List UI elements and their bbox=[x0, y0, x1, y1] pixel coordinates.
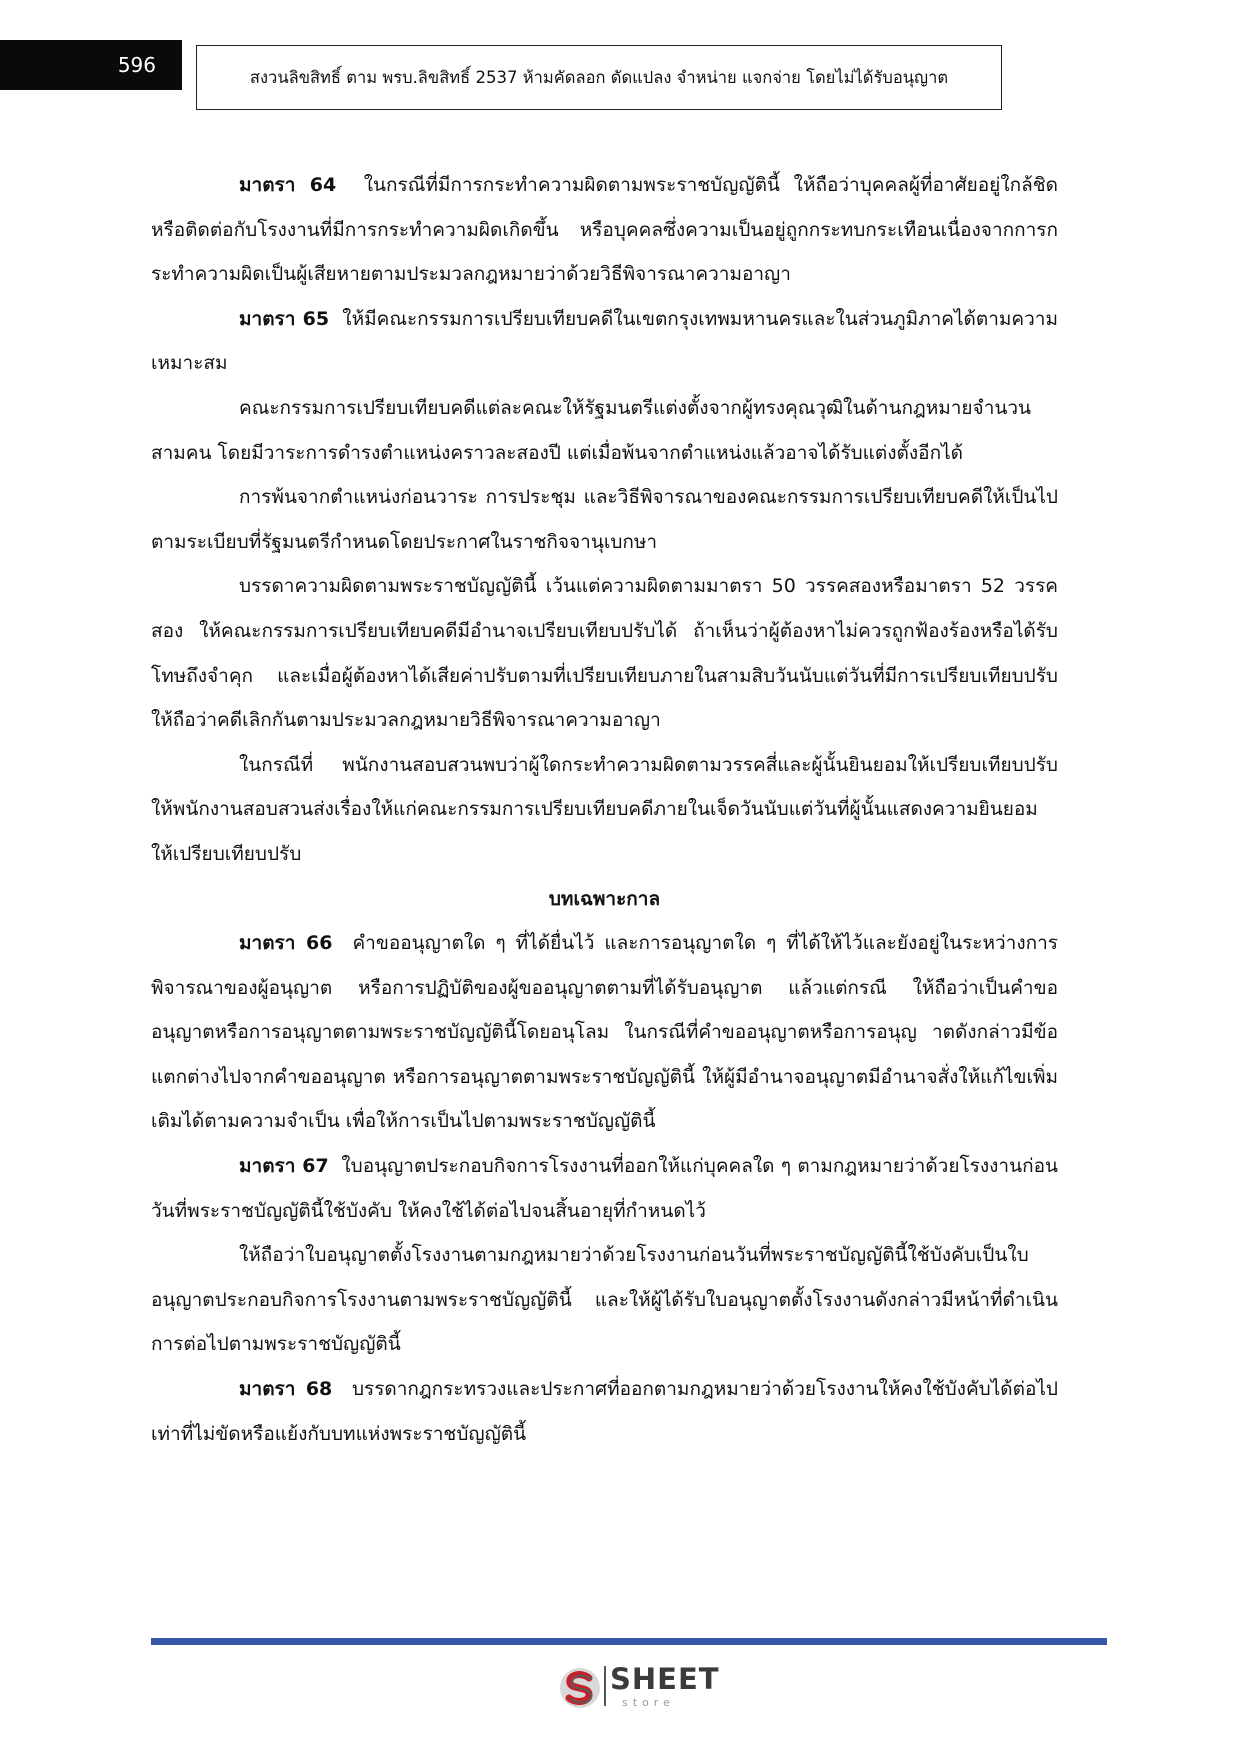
section-65-label: มาตรา 65 bbox=[239, 307, 330, 330]
section-64-paragraph bbox=[151, 163, 1058, 297]
copyright-header bbox=[196, 45, 1002, 110]
section-66-paragraph bbox=[151, 921, 1058, 1144]
copyright-notice: สงวนลิขสิทธิ์ ตาม พรบ.ลิขสิทธิ์ 2537 ห้ามคัดลอก ดัดแปลง จำหน่าย แจกจ่าย โดยไม่ได้รับอนุญาต bbox=[249, 67, 949, 87]
section-66-text: คำขออนุญาตใด ๆ ที่ได้ยื่นไว้ และการอนุญาตใด ๆ ที่ได้ให้ไว้และยังอยู่ในระหว่างการพิจารณาของผู้อนุญาต หรือการปฏิบัติของผู้ขออนุญาตตามที่ได้รับอนุญาต แล้วแต่กรณี ให้ถือว่าเป็นคำขออนุญาตหรือการอนุญาตตามพระราชบัญญัตินี้โดยอนุโลม ในกรณีที่คำขออนุญาตหรือการอนุญ าตดังกล่าวมีข้อแตกต่างไปจากคำขออนุญาต หรือการอนุญาตตามพระราชบัญญัตินี้ ให้ผู้มีอำนาจอนุญาตมีอำนาจสั่งให้แก้ไขเพิ่มเติมได้ตามความจำเป็น เพื่อให้การเป็นไปตามพระราชบัญญัตินี้ bbox=[151, 932, 1058, 1133]
section-66-label: มาตรา 66 bbox=[239, 932, 333, 955]
logo-text: SHEET bbox=[610, 1662, 720, 1696]
logo-subtext: store bbox=[622, 1696, 675, 1709]
logo-divider bbox=[604, 1666, 606, 1706]
sheet-store-logo bbox=[556, 1662, 726, 1712]
section-64-text: ในกรณีที่มีการกระทำความผิดตามพระราชบัญญัตินี้ ให้ถือว่าบุคคลผู้ที่อาศัยอยู่ใกล้ชิดหรือติดต่อกับโรงงานที่มีการกระทำความผิดเกิดขึ้น หรือบุคคลซึ่งความเป็นอยู่ถูกกระทบกระเทือนเนื่องจากการกระทำความผิดเป็นผู้เสียหายตามประมวลกฎหมายว่าด้วยวิธีพิจารณาความอาญา bbox=[151, 174, 1058, 286]
document-body bbox=[151, 163, 1058, 1456]
footer-rule bbox=[151, 1638, 1107, 1645]
section-67-text: ใบอนุญาตประกอบกิจการโรงงานที่ออกให้แก่บุคคลใด ๆ ตามกฎหมายว่าด้วยโรงงานก่อนวันที่พระราชบัญญัตินี้ใช้บังคับ ให้คงใช้ได้ต่อไปจนสิ้นอายุที่กำหนดไว้ bbox=[151, 1155, 1058, 1222]
section-67-paragraph bbox=[151, 1144, 1058, 1233]
page-number-tab bbox=[0, 40, 182, 90]
section-68-paragraph bbox=[151, 1367, 1058, 1456]
section-68-text: บรรดากฎกระทรวงและประกาศที่ออกตามกฎหมายว่าด้วยโรงงานให้คงใช้บังคับได้ต่อไปเท่าที่ไม่ขัดหรือแย้งกับบทแห่งพระราชบัญญัตินี้ bbox=[151, 1378, 1058, 1445]
page-number: 596 bbox=[117, 53, 156, 77]
section-64-label: มาตรา 64 bbox=[239, 174, 337, 196]
section-68-label: มาตรา 68 bbox=[239, 1378, 333, 1401]
section-67-paragraph-2: ให้ถือว่าใบอนุญาตตั้งโรงงานตามกฎหมายว่าด้วยโรงงานก่อนวันที่พระราชบัญญัตินี้ใช้บังคับเป็นใบอนุญาตประกอบกิจการโรงงานตามพระราชบัญญัตินี้ และให้ผู้ได้รับใบอนุญาตตั้งโรงงานดังกล่าวมีหน้าที่ดำเนินการต่อไปตามพระราชบัญญัตินี้ bbox=[151, 1244, 1058, 1356]
section-65-paragraph-3: การพ้นจากตำแหน่งก่อนวาระ การประชุม และวิธีพิจารณาของคณะกรรมการเปรียบเทียบคดีให้เป็นไปตามระเบียบที่รัฐมนตรีกำหนดโดยประกาศในราชกิจจานุเบกษา bbox=[151, 486, 1058, 553]
transitional-provisions-heading: บทเฉพาะกาล bbox=[548, 887, 661, 910]
s-logo-icon bbox=[556, 1664, 604, 1712]
section-65-paragraph-5: ในกรณีที่ พนักงานสอบสวนพบว่าผู้ใดกระทำความผิดตามวรรคสี่และผู้นั้นยินยอมให้เปรียบเทียบปรับ ให้พนักงานสอบสวนส่งเรื่องให้แก่คณะกรรมการเปรียบเทียบคดีภายในเจ็ดวันนับแต่วันที่ผู้นั้นแสดงความยินยอมให้เปรียบเทียบปรับ bbox=[151, 753, 1058, 865]
section-65-paragraph-4: บรรดาความผิดตามพระราชบัญญัตินี้ เว้นแต่ความผิดตามมาตรา 50 วรรคสองหรือมาตรา 52 วรรคสอง ให้คณะกรรมการเปรียบเทียบคดีมีอำนาจเปรียบเทียบปรับได้ ถ้าเห็นว่าผู้ต้องหาไม่ควรถูกฟ้องร้องหรือได้รับโทษถึงจำคุก และเมื่อผู้ต้องหาได้เสียค่าปรับตามที่เปรียบเทียบภายในสามสิบวันนับแต่วันที่มีการเปรียบเทียบปรับ ให้ถือว่าคดีเลิกกันตามประมวลกฎหมายวิธีพิจารณาความอาญา bbox=[151, 575, 1058, 732]
section-65-text: ให้มีคณะกรรมการเปรียบเทียบคดีในเขตกรุงเทพมหานครและในส่วนภูมิภาคได้ตามความเหมาะสม bbox=[151, 307, 1058, 375]
section-67-label: มาตรา 67 bbox=[239, 1155, 329, 1178]
section-65-paragraph bbox=[151, 297, 1058, 386]
section-65-paragraph-2: คณะกรรมการเปรียบเทียบคดีแต่ละคณะให้รัฐมนตรีแต่งตั้งจากผู้ทรงคุณวุฒิในด้านกฎหมายจำนวนสามคน โดยมีวาระการดำรงตำแหน่งคราวละสองปี แต่เมื่อพ้นจากตำแหน่งแล้วอาจได้รับแต่งตั้งอีกได้ bbox=[151, 396, 1032, 464]
